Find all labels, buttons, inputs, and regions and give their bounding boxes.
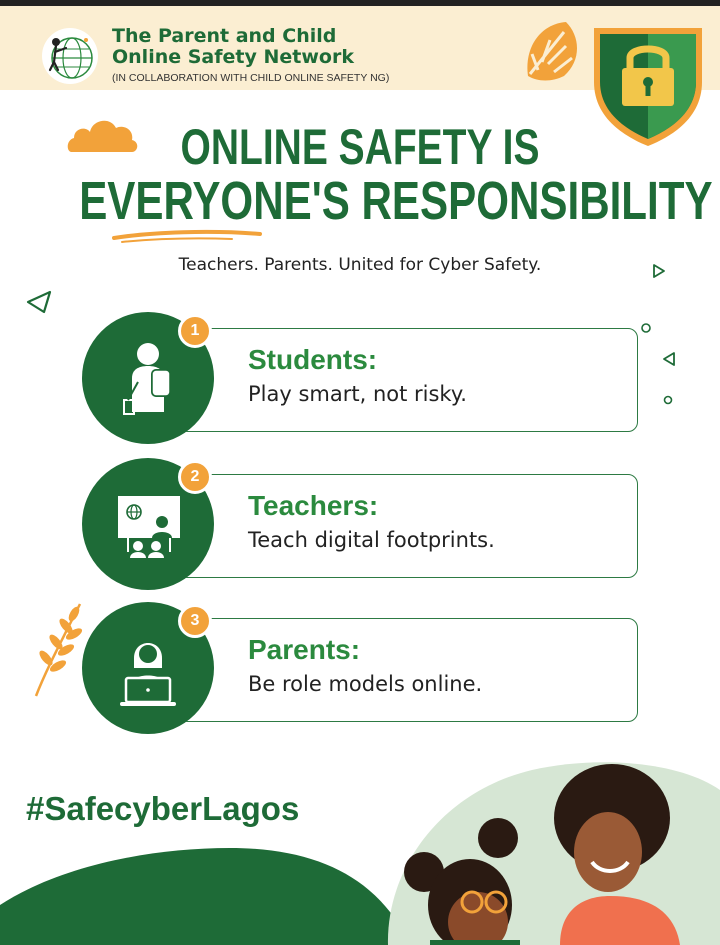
org-subtitle: (IN COLLABORATION WITH CHILD ONLINE SAFETY NG): [112, 72, 390, 84]
monstera-leaf-icon: [520, 18, 586, 84]
item-role: Parents:: [248, 634, 361, 665]
background-blob: [388, 762, 720, 945]
org-title-line1: The Parent and Child: [112, 25, 337, 47]
item-students: [78, 312, 642, 448]
headline-underline: [112, 226, 262, 246]
item-description: Play smart, not risky.: [248, 382, 467, 406]
headline-line1: ONLINE SAFETY IS: [180, 119, 540, 175]
item-card: [178, 328, 638, 432]
item-card: [178, 474, 638, 578]
item-number-badge: 1: [178, 314, 212, 348]
network-logo: [42, 28, 98, 84]
headline-line2: EVERYONE'S RESPONSIBILITY: [79, 171, 713, 231]
globe-icon: [42, 28, 98, 84]
item-card: [178, 618, 638, 722]
org-title: [112, 26, 432, 68]
item-number-badge: 3: [178, 604, 212, 638]
org-title-line2: Online Safety Network: [112, 46, 354, 68]
wheat-icon: [22, 600, 86, 700]
item-parents: [78, 602, 642, 738]
item-role: Teachers:: [248, 490, 379, 521]
tagline: Teachers. Parents. United for Cyber Safety.: [178, 255, 542, 275]
item-teachers: [78, 458, 642, 594]
triangle-outline-icon: [24, 288, 54, 316]
item-number-badge: 2: [178, 460, 212, 494]
green-hill-shape: [0, 848, 410, 945]
item-description: Be role models online.: [248, 672, 483, 696]
circle-small-icon-2: [660, 392, 676, 408]
item-role: Students:: [248, 344, 378, 375]
item-description: Teach digital footprints.: [248, 528, 495, 552]
triangle-small-icon-2: [660, 350, 678, 368]
hashtag: #SafecyberLagos: [26, 790, 300, 827]
girl-illustration: [404, 818, 520, 945]
woman-illustration: [554, 764, 680, 945]
triangle-small-icon: [650, 262, 668, 280]
